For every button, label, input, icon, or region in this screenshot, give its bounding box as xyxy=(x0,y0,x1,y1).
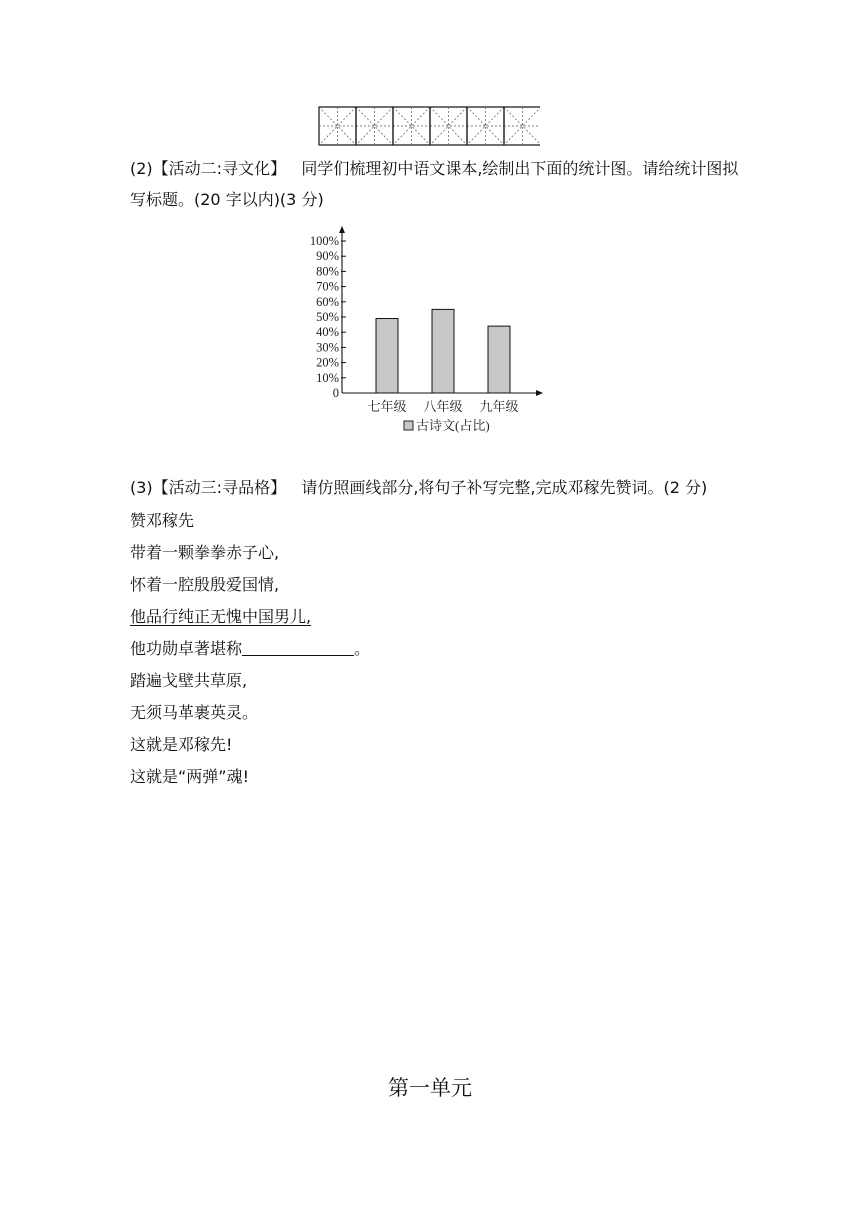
poem-line-3-underlined: 他品行纯正无愧中国男儿, xyxy=(130,607,312,626)
grid-cell[interactable] xyxy=(504,107,540,145)
y-tick-label: 0 xyxy=(332,386,339,400)
question-2-text: 同学们梳理初中语文课本,绘制出下面的统计图。请给统计图拟写标题。(20 字以内)(3 分) xyxy=(130,159,739,209)
y-tick-label: 50% xyxy=(316,310,339,324)
y-tick-label: 100% xyxy=(309,234,339,248)
bar xyxy=(488,326,510,393)
x-axis-arrow xyxy=(536,390,543,396)
question-3-text: 请仿照画线部分,将句子补写完整,完成邓稼先赞词。(2 分) xyxy=(301,478,708,497)
grid-cell[interactable] xyxy=(393,107,430,145)
y-tick-label: 10% xyxy=(316,370,339,385)
x-tick-label: 七年级 xyxy=(367,399,407,414)
y-tick-label: 40% xyxy=(316,325,339,340)
grid-cell[interactable] xyxy=(430,107,467,145)
unit-heading: 第一单元 xyxy=(388,1076,472,1100)
legend-swatch xyxy=(404,421,413,430)
poem-line-4-prefix: 他功勋卓著堪称 xyxy=(130,639,243,658)
grid-cell[interactable] xyxy=(356,107,393,145)
y-tick-label: 70% xyxy=(316,279,339,294)
bar-chart-svg xyxy=(290,225,550,440)
question-2 xyxy=(130,153,740,215)
poem-line-5: 踏遍戈壁共草原, xyxy=(130,671,248,690)
grid-cell[interactable] xyxy=(319,107,356,145)
legend-label: 古诗文(占比) xyxy=(416,418,490,433)
y-axis-arrow xyxy=(339,226,345,233)
poem-line-4 xyxy=(130,636,370,659)
x-tick-label: 九年级 xyxy=(479,399,519,414)
y-tick-label: 30% xyxy=(316,340,339,355)
question-3 xyxy=(130,472,750,503)
bar-chart xyxy=(290,225,550,440)
answer-blank[interactable] xyxy=(242,639,354,656)
y-tick-label: 90% xyxy=(316,249,339,264)
bar xyxy=(376,319,398,393)
answer-grid[interactable] xyxy=(318,106,540,146)
poem-line-7: 这就是邓稼先! xyxy=(130,735,233,754)
bar xyxy=(432,309,454,393)
poem-title: 赞邓稼先 xyxy=(130,511,195,530)
poem-line-4-suffix: 。 xyxy=(354,639,371,658)
y-tick-label: 60% xyxy=(316,294,339,309)
question-3-tag: 【活动三:寻品格】 xyxy=(152,478,287,497)
poem-line-8: 这就是“两弹”魂! xyxy=(130,767,249,786)
x-tick-label: 八年级 xyxy=(423,399,463,414)
poem-line-1: 带着一颗拳拳赤子心, xyxy=(130,543,280,562)
grid-cell[interactable] xyxy=(467,107,504,145)
poem-line-6: 无须马革裹英灵。 xyxy=(130,703,259,722)
y-tick-label: 20% xyxy=(316,355,339,370)
poem-line-2: 怀着一腔殷殷爱国情, xyxy=(130,575,280,594)
y-tick-label: 80% xyxy=(316,264,339,279)
question-3-number: (3) xyxy=(130,478,153,497)
question-2-number: (2) xyxy=(130,159,153,178)
question-2-tag: 【活动二:寻文化】 xyxy=(152,159,287,178)
